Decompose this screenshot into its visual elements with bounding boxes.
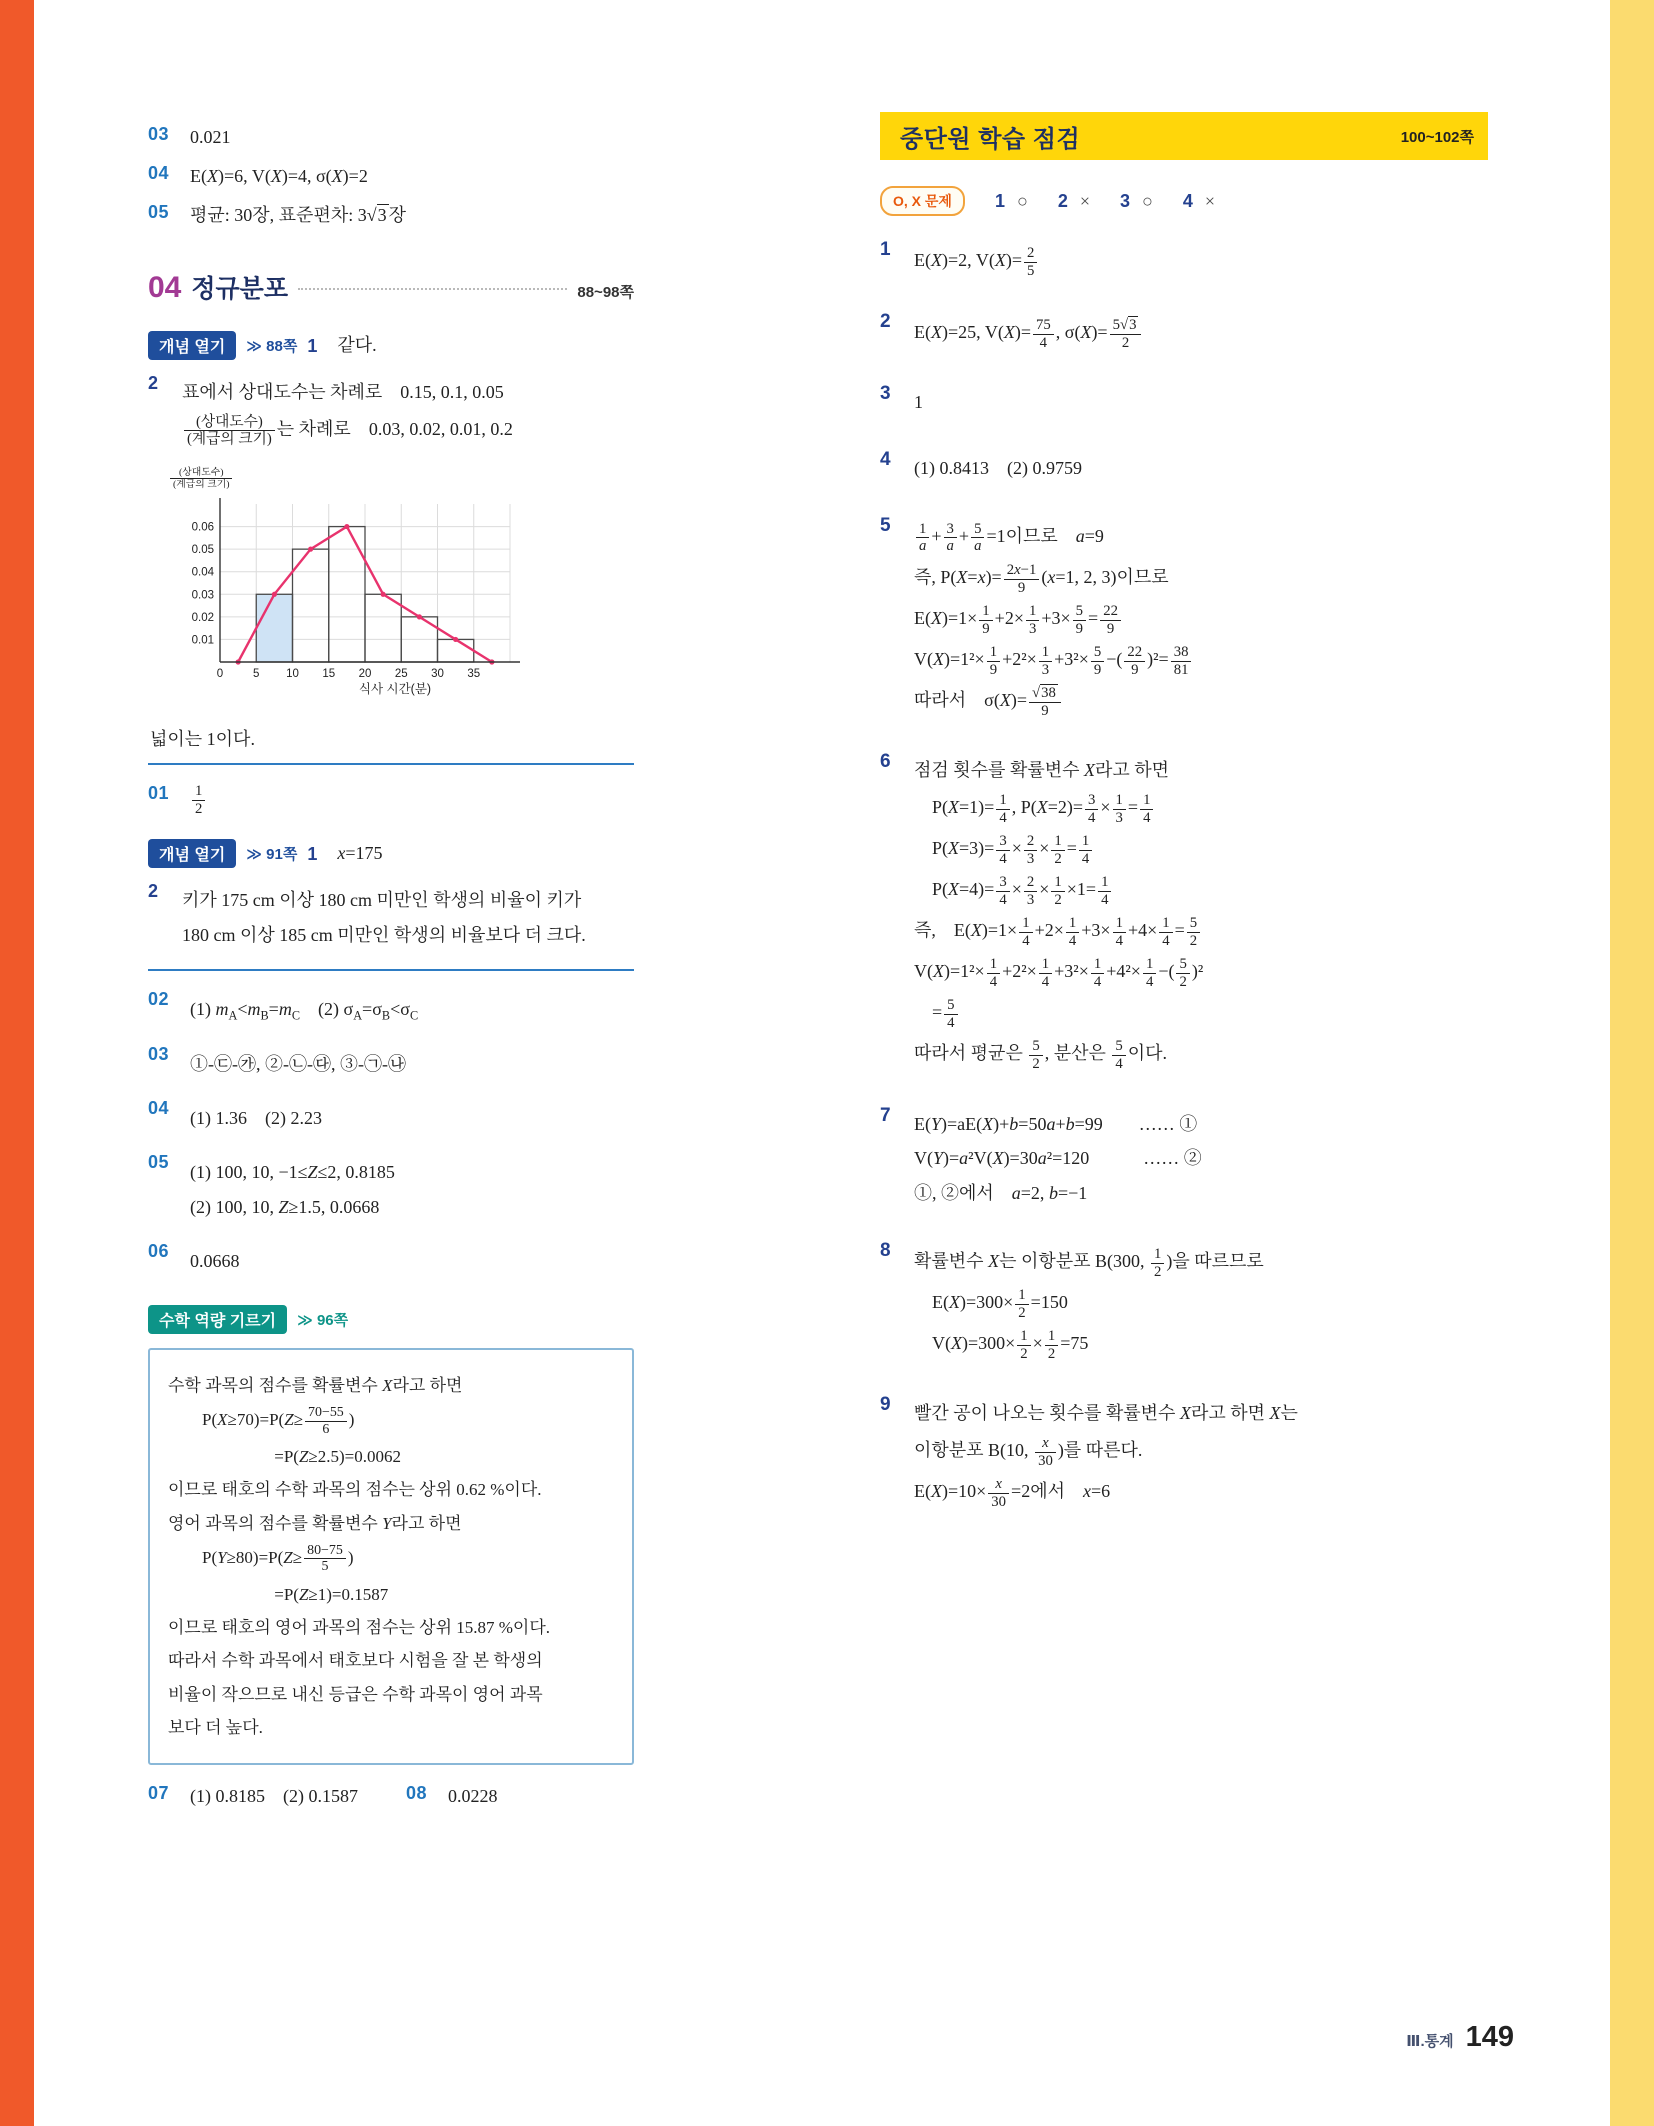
ox-number: 2: [1057, 190, 1068, 211]
answer-number: 05: [148, 202, 170, 222]
concept-open-91-row: [148, 839, 634, 868]
unit-check-header: [880, 112, 1488, 160]
chart-y-axis-label: (상대도수) (계급의 크기): [168, 467, 634, 490]
answer-number: 04: [148, 1098, 170, 1119]
answer-row-06: [148, 1241, 634, 1283]
answer-number: 04: [148, 163, 170, 183]
check-item-5: [880, 514, 1488, 726]
svg-text:15: 15: [322, 667, 336, 680]
left-edge-stripe: [0, 0, 34, 2126]
concept-88-item-2: [148, 372, 634, 455]
svg-text:0.03: 0.03: [191, 589, 214, 602]
check-item-number: 1: [880, 239, 891, 260]
competency-pageref: ≫ 96쪽: [297, 1311, 349, 1329]
svg-text:25: 25: [394, 667, 408, 680]
check-item-3: [880, 382, 1488, 424]
answer-number: 05: [148, 1152, 170, 1173]
section-page-range: 88~98쪽: [577, 284, 634, 301]
check-item-9: [880, 1393, 1488, 1517]
answer-number: 01: [148, 782, 170, 803]
answer-number: 08: [405, 1782, 428, 1803]
check-item-2: [880, 310, 1488, 358]
competency-badge: 수학 역량 기르기: [148, 1305, 287, 1334]
check-item-lines: (1) 0.8413 (2) 0.9759: [914, 458, 1082, 479]
answer-text: $\frac{1}{2}$: [190, 783, 207, 817]
ox-answer-2: [1058, 191, 1090, 212]
dotted-leader: [298, 288, 567, 290]
check-item-number: 4: [880, 449, 891, 471]
ox-number: 1: [994, 190, 1005, 211]
svg-text:0.02: 0.02: [191, 611, 214, 624]
ox-answer-1: [995, 191, 1028, 212]
check-item-number: 2: [880, 311, 891, 333]
concept-open-badge: 개념 열기: [148, 331, 236, 360]
right-edge-stripe: [1610, 0, 1654, 2126]
check-item-lines: E(X)=2, V(X)= $\frac{2}{5}$: [914, 238, 1488, 286]
answer-row-02: [148, 989, 634, 1033]
ox-mark: ×: [1079, 190, 1091, 211]
concept-91-item-2: [148, 880, 634, 971]
section-title: 정규분포: [191, 275, 288, 303]
answer-row-07-08: [148, 1783, 634, 1810]
answer-lines: (1) $m_A<m_B=m_C$ (2) $\sigma_A=\sigma_B<\sigma_C$: [190, 998, 419, 1023]
ox-mark: ○: [1142, 190, 1153, 211]
section-header: [148, 269, 634, 305]
concept-open-pageref: ≫ 91쪽: [246, 846, 298, 864]
answer-lines: 0.0668: [190, 1250, 240, 1271]
svg-text:5: 5: [253, 667, 260, 680]
unit-check-page-range: 100~102쪽: [1400, 128, 1474, 146]
unit-check-title: 중단원 학습 점검: [900, 125, 1081, 153]
concept-item-number: 2: [148, 881, 159, 902]
footer-page-number: 149: [1465, 2021, 1514, 2053]
answer-row-05: [148, 202, 634, 229]
svg-text:0.04: 0.04: [191, 566, 214, 579]
svg-text:0.06: 0.06: [191, 521, 214, 534]
check-item-number: 6: [880, 751, 891, 773]
check-item-7: [880, 1104, 1488, 1216]
page-footer: [1406, 2021, 1514, 2054]
area-note-text: 넓이는 1이다.: [150, 728, 255, 749]
histogram-frequency-polygon: [172, 492, 634, 711]
concept-open-badge: 개념 열기: [148, 839, 236, 868]
concept-item-lines: 표에서 상대도수는 차례로 0.15, 0.1, 0.05 (상대도수) (계급의 크기) 는 차례로 0.03, 0.02, 0.01, 0.2: [182, 382, 513, 448]
concept-open-pageref: ≫ 88쪽: [246, 338, 298, 355]
check-item-lines: 점검 횟수를 확률변수 X라고 하면 P(X=1)= $\frac{1}{4}$ , P(X=2)= $\frac{3}{4}$ × $\frac{1}{3}$ = $\frac{1}{4}$ P(X=3)= $\frac{3}{4}$ × $\frac{2}{3}$ × $\frac{1}{2}$ = $\frac{1}{4}$ P(X=4)= $\frac{3}{4}$ × $\frac{2}{3}$ × $\frac{1}{2}$ ×1= $\frac{1}{4}$ 즉, E(X)=1× $\frac{1}{4}$ +2× $\frac{1}{4}$ +3× $\frac{1}{4}$ +4× $\frac{1}{4}$ = $\frac{5}{2}$ V(X)=1²× $\frac{1}{4}$ +2²× $\frac{1}{4}$ +3²× $\frac{1}{4}$ +4²× $\frac{1}{4}$ −( $\frac{5}{2}$ )² = $\frac{5}{4}$ 따라서 평균은 $\frac{5}{2}$ , 분산은 $\frac{5}{4}$ 이다.: [914, 760, 1204, 1073]
ox-answers-row: [880, 186, 1488, 216]
left-column: [148, 112, 634, 1822]
answer-row-04b: [148, 1098, 634, 1140]
concept-item-lines: 키가 175 cm 이상 180 cm 미만인 학생의 비율이 키가 180 cm 이상 185 cm 미만인 학생의 비율보다 더 크다.: [182, 890, 586, 945]
answer-number: 07: [148, 1782, 170, 1803]
check-item-lines: 빨간 공이 나오는 횟수를 확률변수 X라고 하면 X는 이항분포 B(10, $\frac{x}{30}$ )를 따른다. E(X)=10× $\frac{x}{30}$ =2에서 x=6: [914, 1403, 1298, 1510]
answer-text: 0.0228: [447, 1785, 498, 1806]
answer-number: 02: [148, 988, 170, 1009]
check-item-6: [880, 750, 1488, 1079]
check-item-number: 7: [880, 1104, 891, 1126]
concept-item-text: 같다.: [337, 335, 377, 355]
svg-text:10: 10: [286, 667, 299, 680]
answer-text: 0.021: [190, 127, 231, 147]
ox-mark: ×: [1204, 190, 1216, 211]
answer-row-05b: [148, 1152, 634, 1229]
check-item-1: [880, 238, 1488, 286]
competency-badge-row: [148, 1305, 634, 1334]
answer-row-03b: [148, 1044, 634, 1086]
concept-item-text: x=175: [337, 843, 383, 864]
svg-text:20: 20: [358, 667, 372, 680]
answer-text: (1) 0.8185 (2) 0.1587: [190, 1785, 358, 1806]
answer-text: 평균: 30장, 표준편차: 3√3 장: [190, 205, 406, 225]
check-item-number: 3: [880, 383, 891, 405]
check-item-lines: $\frac{1}{a}$ + $\frac{3}{a}$ + $\frac{5}{a}$ =1이므로 a=9 즉, P(X=x)= $\frac{2x-1}{9}$ (x=1, 2, 3)이므로 E(X)=1× $\frac{1}{9}$ +2× $\frac{1}{3}$ +3× $\frac{5}{9}$ = $\frac{22}{9}$ V(X)=1²× $\frac{1}{9}$ +2²× $\frac{1}{3}$ +3²× $\frac{5}{9}$ −( $\frac{22}{9}$ )²= $\frac{38}{81}$ 따라서 σ(X)= $\frac{√38}{9}$: [914, 514, 1488, 726]
area-note: [148, 721, 634, 765]
answer-number: 03: [148, 124, 170, 144]
ox-answer-3: [1120, 191, 1153, 212]
ox-number: 3: [1120, 190, 1131, 211]
answer-lines: ①-㉢-㉮, ②-㉡-㉰, ③-㉠-㉯: [190, 1054, 406, 1075]
ox-answer-4: [1183, 191, 1215, 212]
check-item-lines: 1: [914, 392, 923, 413]
svg-text:35: 35: [467, 667, 481, 680]
svg-text:식사 시간(분): 식사 시간(분): [358, 681, 432, 696]
check-item-lines: E(Y)=aE(X)+b=50a+b=99 …… ① V(Y)=a²V(X)=30a²=120 …… ② ①, ②에서 a=2, b=−1: [914, 1113, 1202, 1204]
content-columns: [148, 112, 1488, 1822]
concept-item-number: 2: [148, 373, 159, 393]
check-item-4: [880, 448, 1488, 490]
ox-problems-badge: O, X 문제: [880, 186, 965, 216]
svg-text:0.05: 0.05: [191, 544, 214, 557]
ox-number: 4: [1182, 190, 1193, 211]
check-item-number: 8: [880, 1240, 891, 1262]
svg-text:0: 0: [216, 667, 224, 680]
concept-item-number: 1: [307, 335, 318, 356]
check-item-lines: E(X)=25, V(X)= $\frac{75}{4}$ , σ(X)= $\frac{5√3}{2}$: [914, 310, 1488, 358]
answer-lines: (1) 1.36 (2) 2.23: [190, 1108, 322, 1129]
right-column: [880, 112, 1488, 1822]
answer-number: 03: [148, 1044, 170, 1065]
answer-row-01: [148, 783, 634, 817]
answer-text: E(X)=6, V(X)=4, σ(X)=2: [190, 166, 368, 186]
concept-open-88-row: [148, 331, 634, 360]
answer-row-04: [148, 163, 634, 190]
check-item-8: [880, 1239, 1488, 1369]
section-number: 04: [148, 271, 182, 304]
relative-frequency-chart: [172, 467, 634, 711]
svg-text:0.01: 0.01: [191, 634, 214, 647]
check-item-lines: 확률변수 X는 이항분포 B(300, $\frac{1}{2}$ )을 따르므로 E(X)=300× $\frac{1}{2}$ =150 V(X)=300× $\frac{1}{2}$ × $\frac{1}{2}$ =75: [914, 1246, 1264, 1362]
check-item-number: 5: [880, 514, 891, 536]
competency-solution-box: 수학 과목의 점수를 확률변수 X라고 하면 P(X≥70)=P(Z≥ $\frac{70-55}{6}$ ) =P(Z≥2.5)=0.0062 이므로 태호의 수학 과목의 점수는 상위 0.62 %이다. 영어 과목의 점수를 확률변수 Y라고 하면 P(Y≥80)=P(Z≥ $\frac{80-75}{5}$ ) =P(Z≥1)=0.1587 이므로 태호의 영어 과목의 점수는 상위 15.87 %이다. 따라서 수학 과목에서 태호보다 시험을 잘 본 학생의 비율이 작으므로 내신 등급은 수학 과목이 영어 과목 보다 더 높다.: [148, 1348, 634, 1765]
answer-number: 06: [148, 1240, 170, 1261]
footer-chapter: Ⅲ.통계: [1406, 2033, 1454, 2050]
check-item-number: 9: [880, 1394, 891, 1416]
answer-row-03: [148, 124, 634, 151]
answer-lines: (1) 100, 10, −1≤Z≤2, 0.8185 (2) 100, 10, Z≥1.5, 0.0668: [190, 1162, 395, 1218]
concept-item-number: 1: [307, 843, 318, 864]
ox-mark: ○: [1016, 190, 1028, 211]
svg-text:30: 30: [431, 667, 444, 680]
